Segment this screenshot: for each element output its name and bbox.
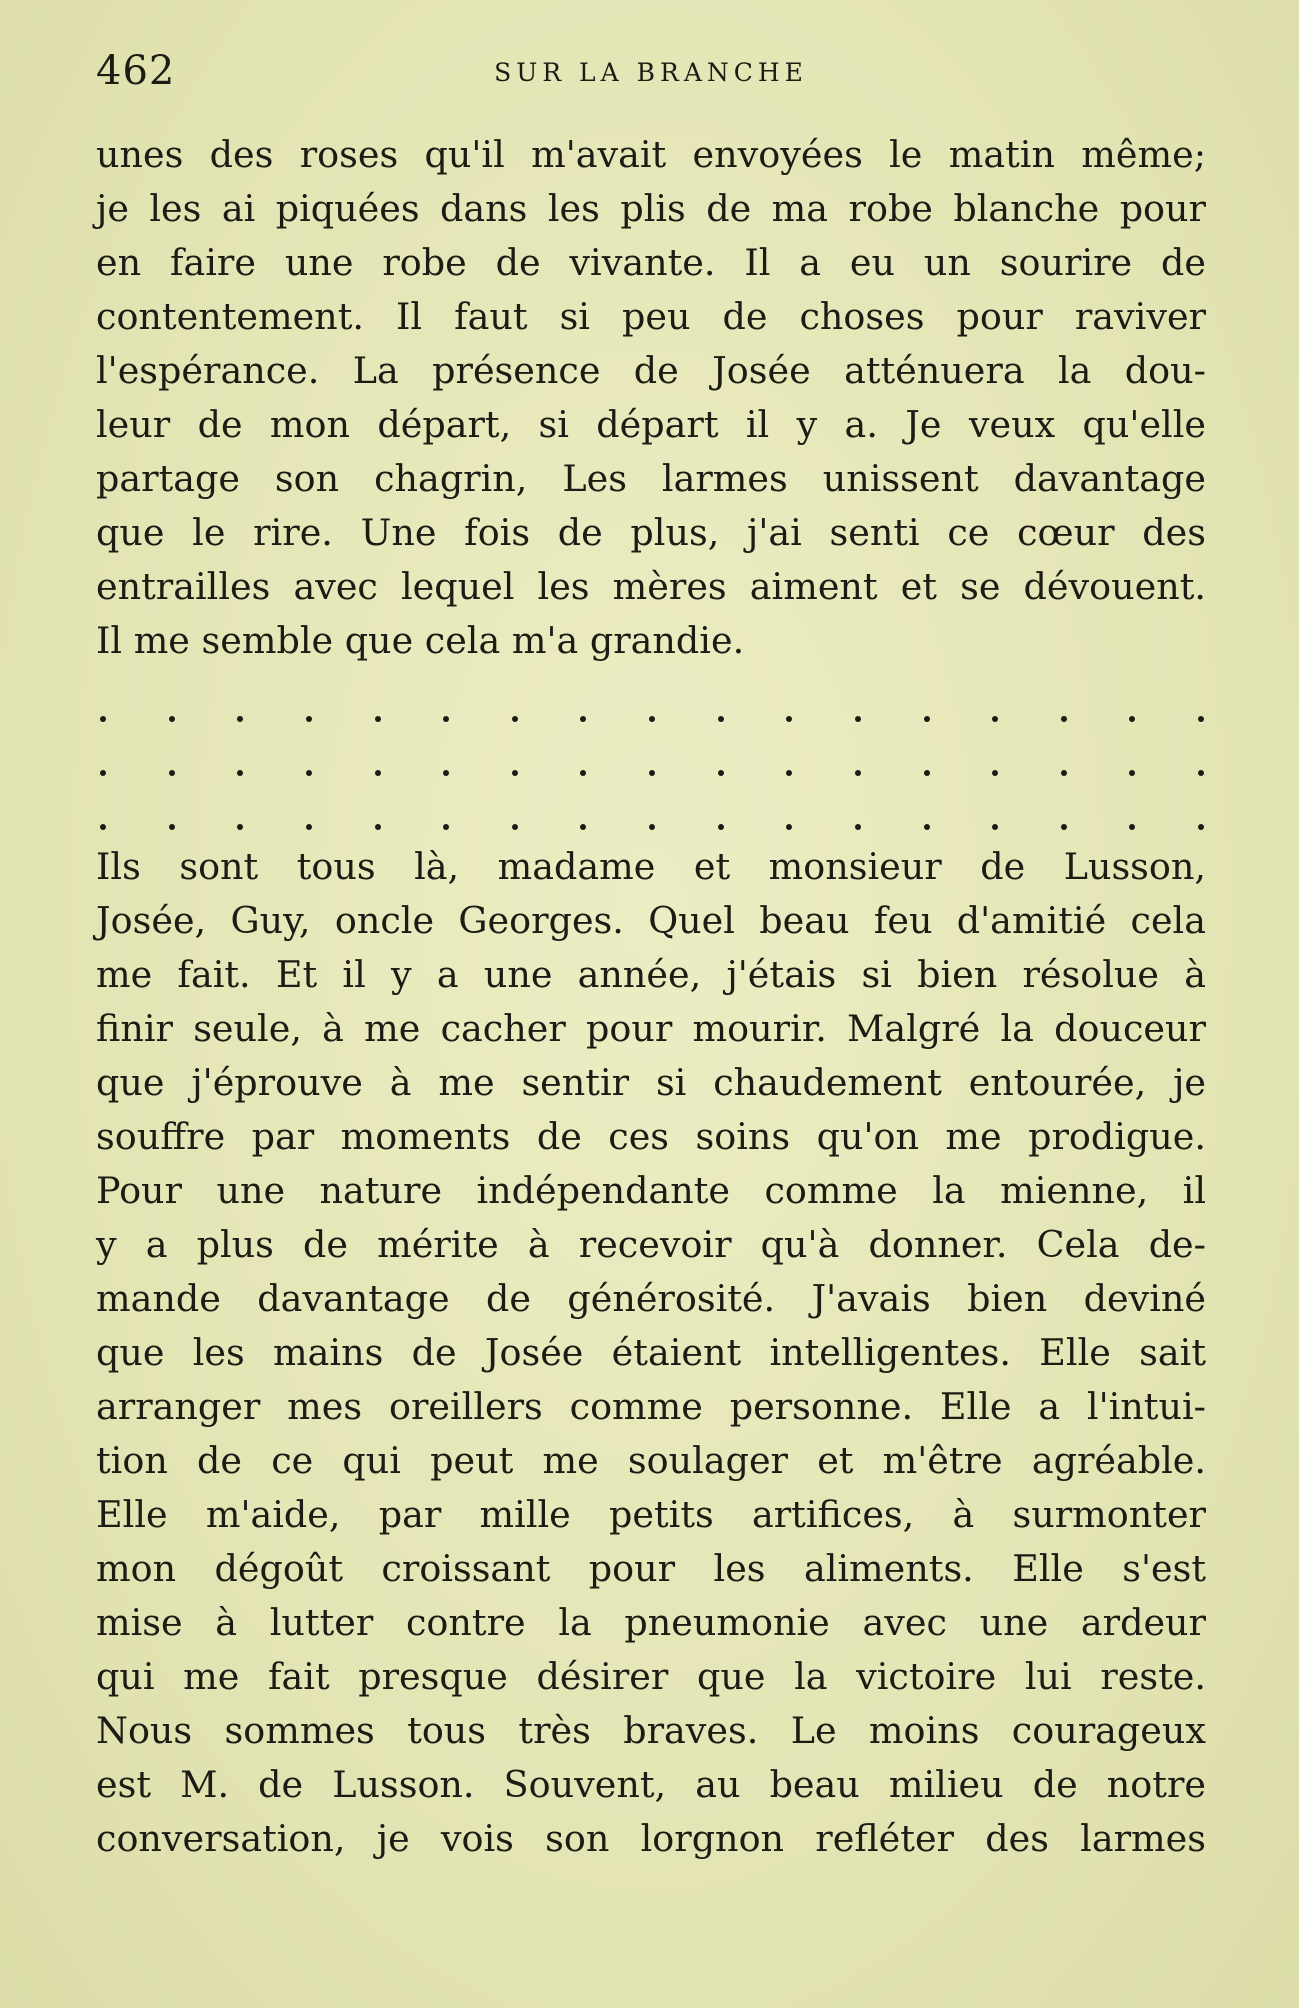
ellipsis-dot xyxy=(855,770,861,776)
ellipsis-row xyxy=(100,770,1204,790)
ellipsis-dot xyxy=(649,716,655,722)
ellipsis-dot xyxy=(924,770,930,776)
ellipsis-dot xyxy=(786,770,792,776)
ellipsis-dot xyxy=(169,716,175,722)
text-line: est M. de Lusson. Souvent, au beau milieu de notre xyxy=(96,1763,1206,1806)
text-line: tion de ce qui peut me soulager et m'être agréable. xyxy=(96,1439,1206,1482)
ellipsis-dot xyxy=(375,716,381,722)
text-line: en faire une robe de vivante. Il a eu un sourire de xyxy=(96,241,1206,284)
text-line: conversation, je vois son lorgnon refléter des larmes xyxy=(96,1817,1206,1860)
ellipsis-dot xyxy=(992,770,998,776)
text-line: unes des roses qu'il m'avait envoyées le matin même; xyxy=(96,133,1206,176)
paragraph-1 xyxy=(96,128,1206,668)
text-line: arranger mes oreillers comme personne. Elle a l'intui- xyxy=(96,1385,1206,1428)
text-line: Josée, Guy, oncle Georges. Quel beau feu d'amitié cela xyxy=(96,899,1206,942)
text-line: partage son chagrin, Les larmes unissent davantage xyxy=(96,457,1206,500)
ellipsis-dot xyxy=(1198,770,1204,776)
text-line: que les mains de Josée étaient intelligentes. Elle sait xyxy=(96,1331,1206,1374)
ellipsis-dot xyxy=(237,770,243,776)
ellipsis-dot xyxy=(169,824,175,830)
ellipsis-dot xyxy=(786,824,792,830)
ellipsis-dot xyxy=(580,824,586,830)
ellipsis-dot xyxy=(169,770,175,776)
text-line: mande davantage de générosité. J'avais bien deviné xyxy=(96,1277,1206,1320)
page-header xyxy=(96,48,1206,98)
text-line: Nous sommes tous très braves. Le moins courageux xyxy=(96,1709,1206,1752)
ellipsis-dot xyxy=(1061,770,1067,776)
text-line: finir seule, à me cacher pour mourir. Malgré la douceur xyxy=(96,1007,1206,1050)
ellipsis-dot xyxy=(100,716,106,722)
ellipsis-dot xyxy=(1198,824,1204,830)
ellipsis-dot xyxy=(375,770,381,776)
ellipsis-dot xyxy=(580,716,586,722)
ellipsis-dot xyxy=(718,824,724,830)
ellipsis-dot xyxy=(855,716,861,722)
text-line: me fait. Et il y a une année, j'étais si bien résolue à xyxy=(96,953,1206,996)
ellipsis-dot xyxy=(237,716,243,722)
text-line: Elle m'aide, par mille petits artifices, à surmonter xyxy=(96,1493,1206,1536)
ellipsis-dot xyxy=(512,824,518,830)
ellipsis-dot xyxy=(580,770,586,776)
text-line: qui me fait presque désirer que la victoire lui reste. xyxy=(96,1655,1206,1698)
ellipsis-dot xyxy=(924,716,930,722)
ellipsis-dot xyxy=(100,824,106,830)
ellipsis-dot xyxy=(1129,716,1135,722)
text-line: souffre par moments de ces soins qu'on me prodigue. xyxy=(96,1115,1206,1158)
ellipsis-dot xyxy=(443,824,449,830)
ellipsis-dot xyxy=(306,770,312,776)
text-line: que le rire. Une fois de plus, j'ai senti ce cœur des xyxy=(96,511,1206,554)
ellipsis-dot xyxy=(992,824,998,830)
running-title: SUR LA BRANCHE xyxy=(494,58,808,87)
ellipsis-dot xyxy=(1129,824,1135,830)
ellipsis-dot xyxy=(443,716,449,722)
ellipsis-dot xyxy=(237,824,243,830)
ellipsis-dot xyxy=(443,770,449,776)
ellipsis-dot xyxy=(718,716,724,722)
text-line: y a plus de mérite à recevoir qu'à donner. Cela de- xyxy=(96,1223,1206,1266)
ellipsis-dot xyxy=(375,824,381,830)
ellipsis-dot xyxy=(649,824,655,830)
ellipsis-dot xyxy=(992,716,998,722)
ellipsis-dot xyxy=(1198,716,1204,722)
text-line: Il me semble que cela m'a grandie. xyxy=(96,619,745,662)
ellipsis-dot xyxy=(718,770,724,776)
paragraph-2 xyxy=(96,840,1206,1866)
text-line: mon dégoût croissant pour les aliments. Elle s'est xyxy=(96,1547,1206,1590)
ellipsis-dot xyxy=(855,824,861,830)
ellipsis-dot xyxy=(100,770,106,776)
text-line: Pour une nature indépendante comme la mienne, il xyxy=(96,1169,1206,1212)
text-line: l'espérance. La présence de Josée atténuera la dou- xyxy=(96,349,1206,392)
text-line: mise à lutter contre la pneumonie avec une ardeur xyxy=(96,1601,1206,1644)
ellipsis-dot xyxy=(649,770,655,776)
ellipsis-dot xyxy=(1129,770,1135,776)
ellipsis-dot xyxy=(306,824,312,830)
text-line: je les ai piquées dans les plis de ma robe blanche pour xyxy=(96,187,1206,230)
text-line: Ils sont tous là, madame et monsieur de Lusson, xyxy=(96,845,1206,888)
text-line: leur de mon départ, si départ il y a. Je veux qu'elle xyxy=(96,403,1206,446)
text-line: entrailles avec lequel les mères aiment et se dévouent. xyxy=(96,565,1206,608)
ellipsis-dot xyxy=(306,716,312,722)
ellipsis-dot xyxy=(786,716,792,722)
ellipsis-dot xyxy=(512,770,518,776)
page-number: 462 xyxy=(96,48,176,94)
ellipsis-row xyxy=(100,716,1204,736)
ellipsis-dot xyxy=(512,716,518,722)
text-line: que j'éprouve à me sentir si chaudement entourée, je xyxy=(96,1061,1206,1104)
ellipsis-dot xyxy=(924,824,930,830)
text-line: contentement. Il faut si peu de choses pour raviver xyxy=(96,295,1206,338)
ellipsis-dot xyxy=(1061,716,1067,722)
ellipsis-dot xyxy=(1061,824,1067,830)
